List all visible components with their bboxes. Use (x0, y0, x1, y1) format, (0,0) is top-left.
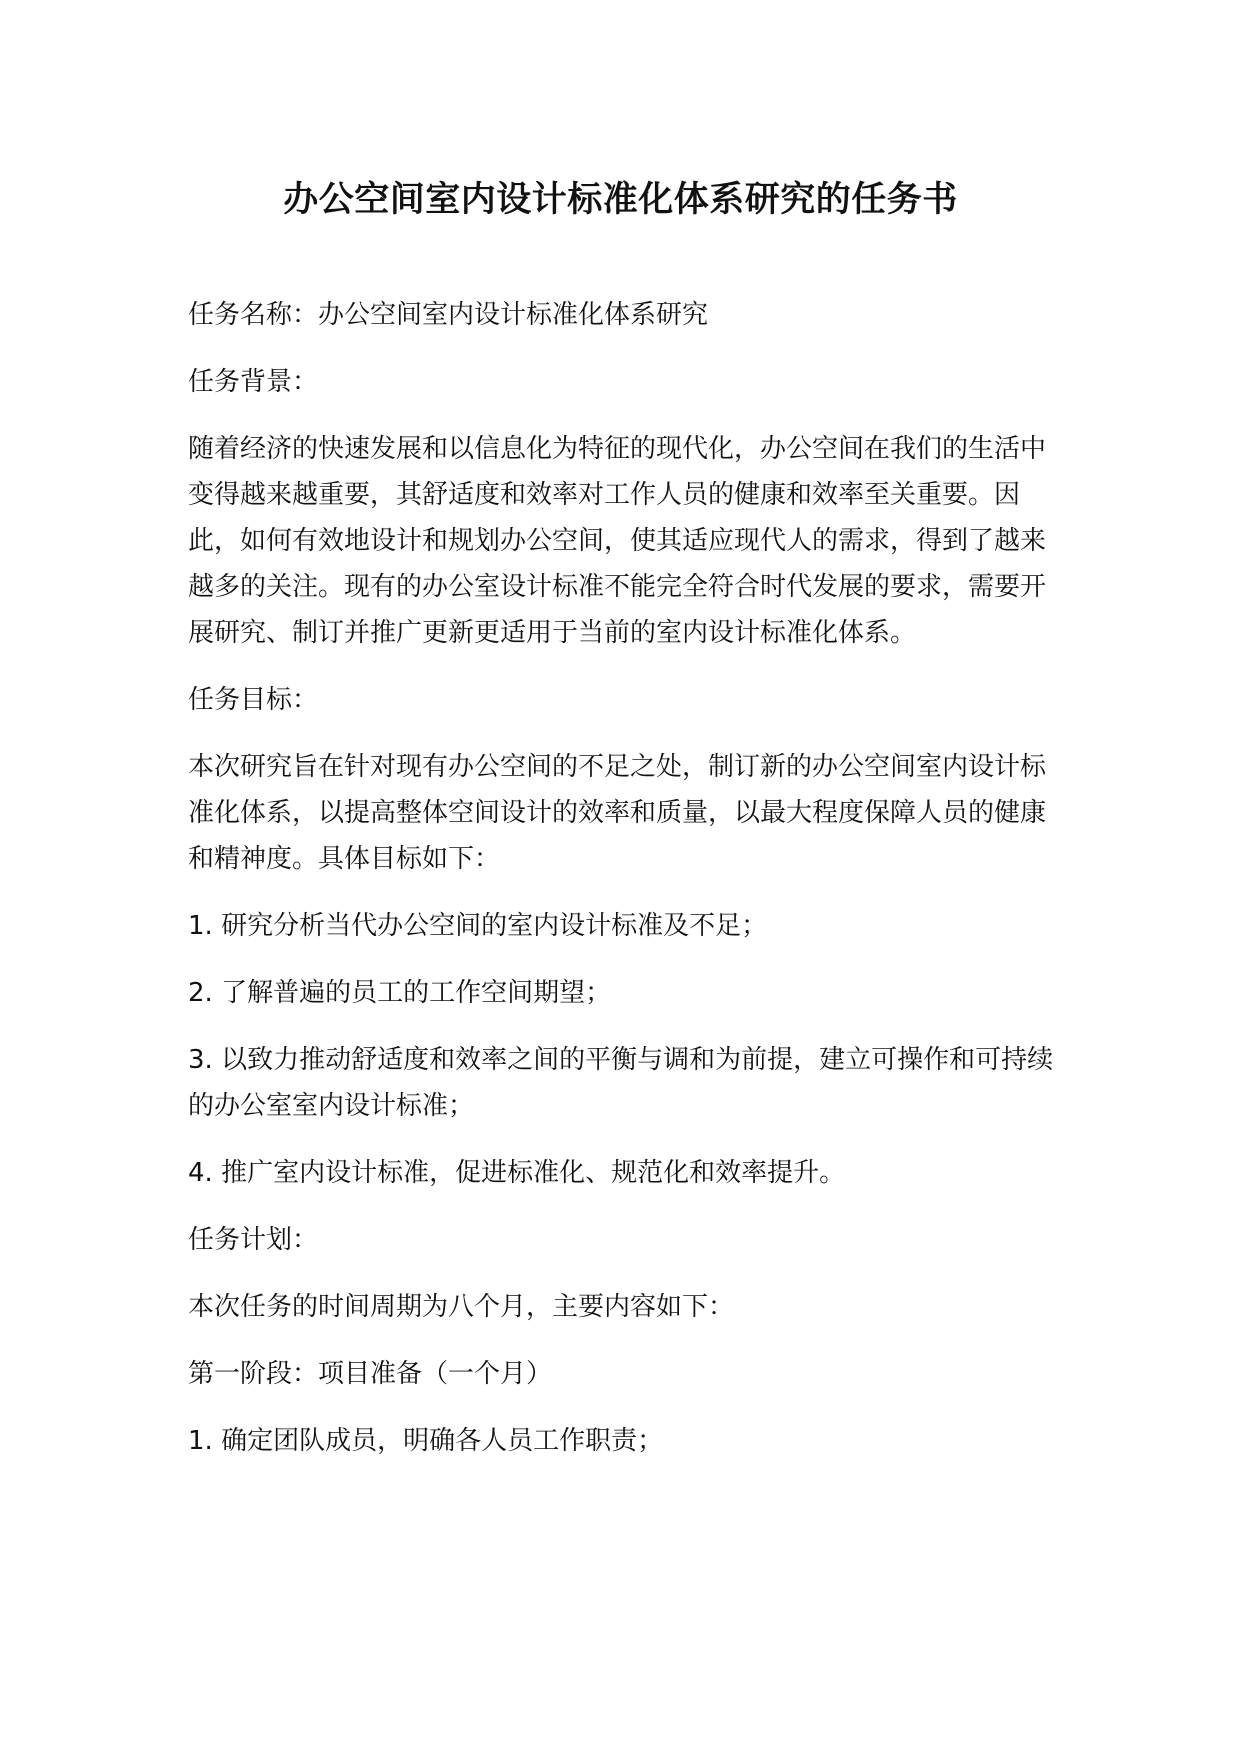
objective-heading: 任务目标： (188, 685, 319, 715)
objective-item-4: 4. 推广室内设计标准，促进标准化、规范化和效率提升。 (188, 1158, 846, 1188)
background-paragraph: 随着经济的快速发展和以信息化为特征的现代化，办公空间在我们的生活中变得越来越重要，其舒适度和效率对工作人员的健康和效率至关重要。因此，如何有效地设计和规划办公空间，使其适应现代人的需求，得到了越来越多的关注。现有的办公室设计标准不能完全符合时代发展的要求，需要开展研究、制订并推广更新更适用于当前的室内设计标准化体系。 (188, 434, 1047, 648)
objective-paragraph: 本次研究旨在针对现有办公空间的不足之处，制订新的办公空间室内设计标准化体系，以提高整体空间设计的效率和质量，以最大程度保障人员的健康和精神度。具体目标如下： (188, 752, 1047, 874)
phase-1-heading: 第一阶段：项目准备（一个月） (188, 1359, 553, 1389)
objective-item-2: 2. 了解普遍的员工的工作空间期望； (188, 978, 612, 1008)
phase-1-item-1: 1. 确定团队成员，明确各人员工作职责； (188, 1426, 664, 1456)
objective-item-3: 3. 以致力推动舒适度和效率之间的平衡与调和为前提，建立可操作和可持续的办公室室内设计标准； (188, 1045, 1054, 1121)
plan-intro: 本次任务的时间周期为八个月，主要内容如下： (188, 1292, 735, 1322)
plan-heading: 任务计划： (188, 1225, 319, 1255)
document-body (188, 292, 1058, 1485)
document-title: 办公空间室内设计标准化体系研究的任务书 (283, 180, 958, 220)
objective-item-1: 1. 研究分析当代办公空间的室内设计标准及不足； (188, 911, 768, 941)
task-name-line: 任务名称：办公空间室内设计标准化体系研究 (188, 300, 709, 330)
background-heading: 任务背景： (188, 367, 319, 397)
